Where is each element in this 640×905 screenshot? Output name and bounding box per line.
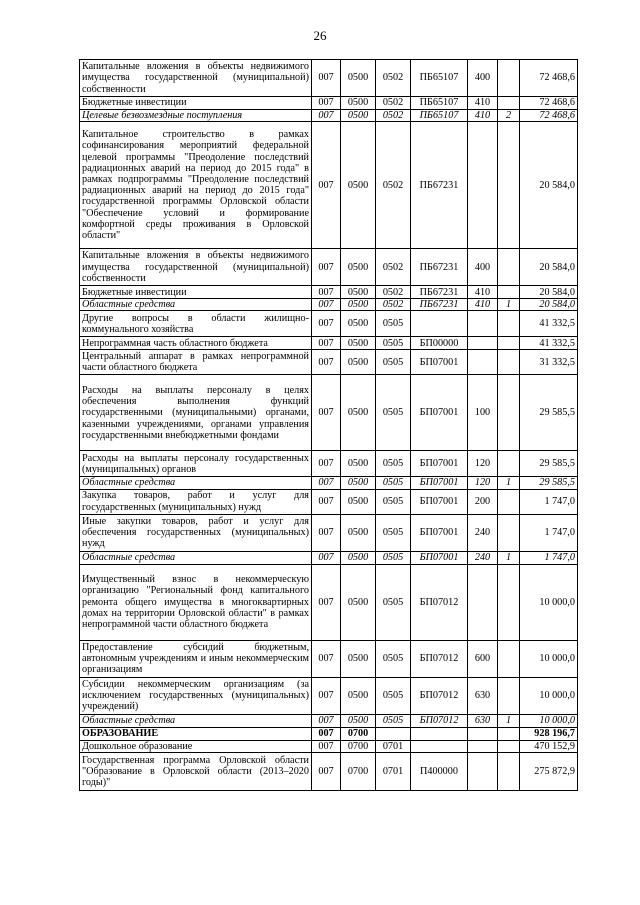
row-sum: 10 000,0 xyxy=(520,714,578,727)
page-number: 26 xyxy=(313,28,327,43)
col-pr: 0505 xyxy=(376,551,411,564)
table-row xyxy=(80,299,578,311)
table-row xyxy=(80,451,578,477)
col-gr: 007 xyxy=(312,727,341,740)
row-name: Целевые безвозмездные поступления xyxy=(80,110,312,122)
col-vr: 400 xyxy=(468,249,498,286)
table-row xyxy=(80,60,578,97)
col-csr: ПБ67231 xyxy=(411,286,468,299)
col-src xyxy=(498,752,520,790)
table-row xyxy=(80,97,578,110)
col-vr xyxy=(468,740,498,752)
table-row xyxy=(80,740,578,752)
table-row xyxy=(80,350,578,375)
col-gr: 007 xyxy=(312,451,341,477)
col-pr: 0701 xyxy=(376,752,411,790)
col-pr: 0505 xyxy=(376,337,411,350)
col-rz: 0500 xyxy=(341,714,376,727)
col-pr: 0502 xyxy=(376,110,411,122)
col-gr: 007 xyxy=(312,110,341,122)
col-gr: 007 xyxy=(312,311,341,337)
col-src xyxy=(498,677,520,714)
col-gr: 007 xyxy=(312,514,341,551)
row-name: Областные средства xyxy=(80,551,312,564)
col-pr: 0505 xyxy=(376,489,411,514)
row-sum: 10 000,0 xyxy=(520,677,578,714)
col-rz: 0700 xyxy=(341,727,376,740)
col-src xyxy=(498,564,520,640)
col-rz: 0500 xyxy=(341,677,376,714)
col-pr: 0502 xyxy=(376,122,411,249)
table-row xyxy=(80,249,578,286)
table-row xyxy=(80,551,578,564)
col-csr: ПБ65107 xyxy=(411,97,468,110)
row-name: Капитальные вложения в объекты недвижимого имущества государственной (муниципальной) собственности xyxy=(80,60,312,97)
row-name: Закупка товаров, работ и услуг для государственных (муниципальных) нужд xyxy=(80,489,312,514)
col-vr xyxy=(468,564,498,640)
col-csr: ПБ67231 xyxy=(411,122,468,249)
col-gr: 007 xyxy=(312,564,341,640)
col-rz: 0500 xyxy=(341,299,376,311)
table-row xyxy=(80,714,578,727)
col-pr: 0502 xyxy=(376,97,411,110)
col-src: 1 xyxy=(498,299,520,311)
col-pr: 0502 xyxy=(376,299,411,311)
col-gr: 007 xyxy=(312,740,341,752)
col-vr xyxy=(468,311,498,337)
col-csr: П400000 xyxy=(411,752,468,790)
col-gr: 007 xyxy=(312,375,341,451)
table-row xyxy=(80,311,578,337)
row-sum: 275 872,9 xyxy=(520,752,578,790)
col-csr: БП07012 xyxy=(411,677,468,714)
col-csr xyxy=(411,727,468,740)
row-name: Капитальные вложения в объекты недвижимого имущества государственной (муниципальной) собственности xyxy=(80,249,312,286)
col-csr: ПБ67231 xyxy=(411,249,468,286)
col-csr: БП07001 xyxy=(411,451,468,477)
col-vr: 600 xyxy=(468,640,498,677)
row-name: Расходы на выплаты персоналу в целях обеспечения выполнения функций государственными (муниципальными) органами, казенными учреждениями, органами управления государственными внебюджетными фондами xyxy=(80,375,312,451)
col-vr: 240 xyxy=(468,551,498,564)
row-name: Дошкольное образование xyxy=(80,740,312,752)
row-sum: 29 585,5 xyxy=(520,375,578,451)
row-name: Областные средства xyxy=(80,714,312,727)
table-row xyxy=(80,727,578,740)
col-vr: 200 xyxy=(468,489,498,514)
col-csr: БП00000 xyxy=(411,337,468,350)
row-name: Областные средства xyxy=(80,477,312,489)
table-row xyxy=(80,752,578,790)
col-rz: 0500 xyxy=(341,350,376,375)
col-src xyxy=(498,514,520,551)
col-pr: 0505 xyxy=(376,311,411,337)
col-src xyxy=(498,740,520,752)
col-gr: 007 xyxy=(312,489,341,514)
col-pr xyxy=(376,727,411,740)
col-rz: 0500 xyxy=(341,514,376,551)
col-gr: 007 xyxy=(312,337,341,350)
col-gr: 007 xyxy=(312,122,341,249)
table-row xyxy=(80,477,578,489)
row-sum: 41 332,5 xyxy=(520,337,578,350)
row-sum: 20 584,0 xyxy=(520,299,578,311)
col-src xyxy=(498,97,520,110)
col-gr: 007 xyxy=(312,714,341,727)
table-row xyxy=(80,122,578,249)
col-pr: 0502 xyxy=(376,286,411,299)
row-sum: 470 152,9 xyxy=(520,740,578,752)
col-csr: ПБ65107 xyxy=(411,110,468,122)
col-vr: 410 xyxy=(468,299,498,311)
col-vr xyxy=(468,752,498,790)
table-row xyxy=(80,110,578,122)
col-csr: БП07012 xyxy=(411,714,468,727)
col-pr: 0502 xyxy=(376,60,411,97)
row-sum: 20 584,0 xyxy=(520,286,578,299)
row-sum: 1 747,0 xyxy=(520,514,578,551)
col-gr: 007 xyxy=(312,286,341,299)
col-vr: 100 xyxy=(468,375,498,451)
col-src xyxy=(498,249,520,286)
row-name: Субсидии некоммерческим организациям (за исключением государственных (муниципальных) учреждений) xyxy=(80,677,312,714)
col-vr: 410 xyxy=(468,286,498,299)
table-row xyxy=(80,375,578,451)
col-src xyxy=(498,337,520,350)
table-row xyxy=(80,286,578,299)
col-gr: 007 xyxy=(312,752,341,790)
col-pr: 0505 xyxy=(376,514,411,551)
row-sum: 29 585,5 xyxy=(520,477,578,489)
row-sum: 29 585,5 xyxy=(520,451,578,477)
table-row xyxy=(80,640,578,677)
row-name: Бюджетные инвестиции xyxy=(80,286,312,299)
col-src xyxy=(498,489,520,514)
col-rz: 0500 xyxy=(341,551,376,564)
col-csr: БП07001 xyxy=(411,350,468,375)
col-csr xyxy=(411,311,468,337)
col-csr: БП07001 xyxy=(411,489,468,514)
col-csr: БП07001 xyxy=(411,477,468,489)
row-sum: 20 584,0 xyxy=(520,249,578,286)
col-gr: 007 xyxy=(312,249,341,286)
col-csr: БП07001 xyxy=(411,514,468,551)
col-rz: 0700 xyxy=(341,752,376,790)
row-sum: 20 584,0 xyxy=(520,122,578,249)
table-row xyxy=(80,514,578,551)
col-vr: 630 xyxy=(468,714,498,727)
col-vr: 630 xyxy=(468,677,498,714)
row-sum: 72 468,6 xyxy=(520,97,578,110)
budget-table xyxy=(79,59,578,791)
row-name: Государственная программа Орловской области "Образование в Орловской области (2013–2020 годы)" xyxy=(80,752,312,790)
col-rz: 0500 xyxy=(341,489,376,514)
col-src xyxy=(498,451,520,477)
col-vr: 400 xyxy=(468,60,498,97)
col-csr: БП07001 xyxy=(411,551,468,564)
col-rz: 0500 xyxy=(341,451,376,477)
col-src: 2 xyxy=(498,110,520,122)
row-name: Непрограммная часть областного бюджета xyxy=(80,337,312,350)
col-gr: 007 xyxy=(312,97,341,110)
row-name: Бюджетные инвестиции xyxy=(80,97,312,110)
col-src: 1 xyxy=(498,551,520,564)
col-vr: 240 xyxy=(468,514,498,551)
col-csr: ПБ67231 xyxy=(411,299,468,311)
row-name: Имущественный взнос в некоммерческую организацию "Региональный фонд капитального ремонта общего имущества в многоквартирных домах на территории Орловской области" в рамках непрограммной части областного бюджета xyxy=(80,564,312,640)
col-rz: 0500 xyxy=(341,564,376,640)
col-vr: 120 xyxy=(468,477,498,489)
col-pr: 0505 xyxy=(376,564,411,640)
col-src xyxy=(498,350,520,375)
col-src xyxy=(498,60,520,97)
col-rz: 0500 xyxy=(341,477,376,489)
row-name: Иные закупки товаров, работ и услуг для обеспечения государственных (муниципальных) нужд xyxy=(80,514,312,551)
col-gr: 007 xyxy=(312,299,341,311)
col-csr: БП07012 xyxy=(411,640,468,677)
table-row xyxy=(80,337,578,350)
col-src xyxy=(498,640,520,677)
row-name: Предоставление субсидий бюджетным, автономным учреждениям и иным некоммерческим организациям xyxy=(80,640,312,677)
col-rz: 0500 xyxy=(341,110,376,122)
col-src: 1 xyxy=(498,714,520,727)
col-vr: 410 xyxy=(468,97,498,110)
row-name: Расходы на выплаты персоналу государственных (муниципальных) органов xyxy=(80,451,312,477)
col-pr: 0505 xyxy=(376,677,411,714)
row-name: Капитальное строительство в рамках софинансирования мероприятий федеральной целевой программы "Преодоление последствий радиационных аварий на период до 2015 года" в рамках подпрограммы "Преодоление последствий радиационных аварий на период до 2015 года" государственной программы Орловской области "Обеспечение условий и формирование комфортной среды проживания в Орловской области" xyxy=(80,122,312,249)
col-pr: 0505 xyxy=(376,451,411,477)
row-sum: 928 196,7 xyxy=(520,727,578,740)
col-src: 1 xyxy=(498,477,520,489)
col-vr: 120 xyxy=(468,451,498,477)
row-sum: 1 747,0 xyxy=(520,489,578,514)
col-rz: 0500 xyxy=(341,311,376,337)
row-name: Областные средства xyxy=(80,299,312,311)
col-rz: 0500 xyxy=(341,249,376,286)
row-name: Другие вопросы в области жилищно-коммунального хозяйства xyxy=(80,311,312,337)
col-src xyxy=(498,375,520,451)
col-gr: 007 xyxy=(312,350,341,375)
row-sum: 72 468,6 xyxy=(520,60,578,97)
col-rz: 0500 xyxy=(341,375,376,451)
col-vr xyxy=(468,122,498,249)
col-pr: 0701 xyxy=(376,740,411,752)
col-gr: 007 xyxy=(312,640,341,677)
row-sum: 1 747,0 xyxy=(520,551,578,564)
col-pr: 0505 xyxy=(376,375,411,451)
row-sum: 72 468,6 xyxy=(520,110,578,122)
row-sum: 10 000,0 xyxy=(520,640,578,677)
row-sum: 41 332,5 xyxy=(520,311,578,337)
col-rz: 0500 xyxy=(341,337,376,350)
col-src xyxy=(498,727,520,740)
col-pr: 0505 xyxy=(376,714,411,727)
col-gr: 007 xyxy=(312,477,341,489)
col-src xyxy=(498,311,520,337)
col-csr: БП07001 xyxy=(411,375,468,451)
row-name: ОБРАЗОВАНИЕ xyxy=(80,727,312,740)
row-name: Центральный аппарат в рамках непрограммной части областного бюджета xyxy=(80,350,312,375)
col-src xyxy=(498,286,520,299)
col-pr: 0502 xyxy=(376,249,411,286)
table-row xyxy=(80,489,578,514)
col-gr: 007 xyxy=(312,677,341,714)
col-rz: 0500 xyxy=(341,640,376,677)
col-csr: БП07012 xyxy=(411,564,468,640)
col-vr xyxy=(468,337,498,350)
col-pr: 0505 xyxy=(376,477,411,489)
col-vr xyxy=(468,350,498,375)
col-rz: 0500 xyxy=(341,60,376,97)
col-csr xyxy=(411,740,468,752)
col-vr xyxy=(468,727,498,740)
col-pr: 0505 xyxy=(376,350,411,375)
col-csr: ПБ65107 xyxy=(411,60,468,97)
col-src xyxy=(498,122,520,249)
col-rz: 0500 xyxy=(341,97,376,110)
col-gr: 007 xyxy=(312,551,341,564)
table-row xyxy=(80,677,578,714)
row-sum: 31 332,5 xyxy=(520,350,578,375)
col-vr: 410 xyxy=(468,110,498,122)
col-gr: 007 xyxy=(312,60,341,97)
col-rz: 0500 xyxy=(341,122,376,249)
col-pr: 0505 xyxy=(376,640,411,677)
col-rz: 0700 xyxy=(341,740,376,752)
row-sum: 10 000,0 xyxy=(520,564,578,640)
table-row xyxy=(80,564,578,640)
col-rz: 0500 xyxy=(341,286,376,299)
